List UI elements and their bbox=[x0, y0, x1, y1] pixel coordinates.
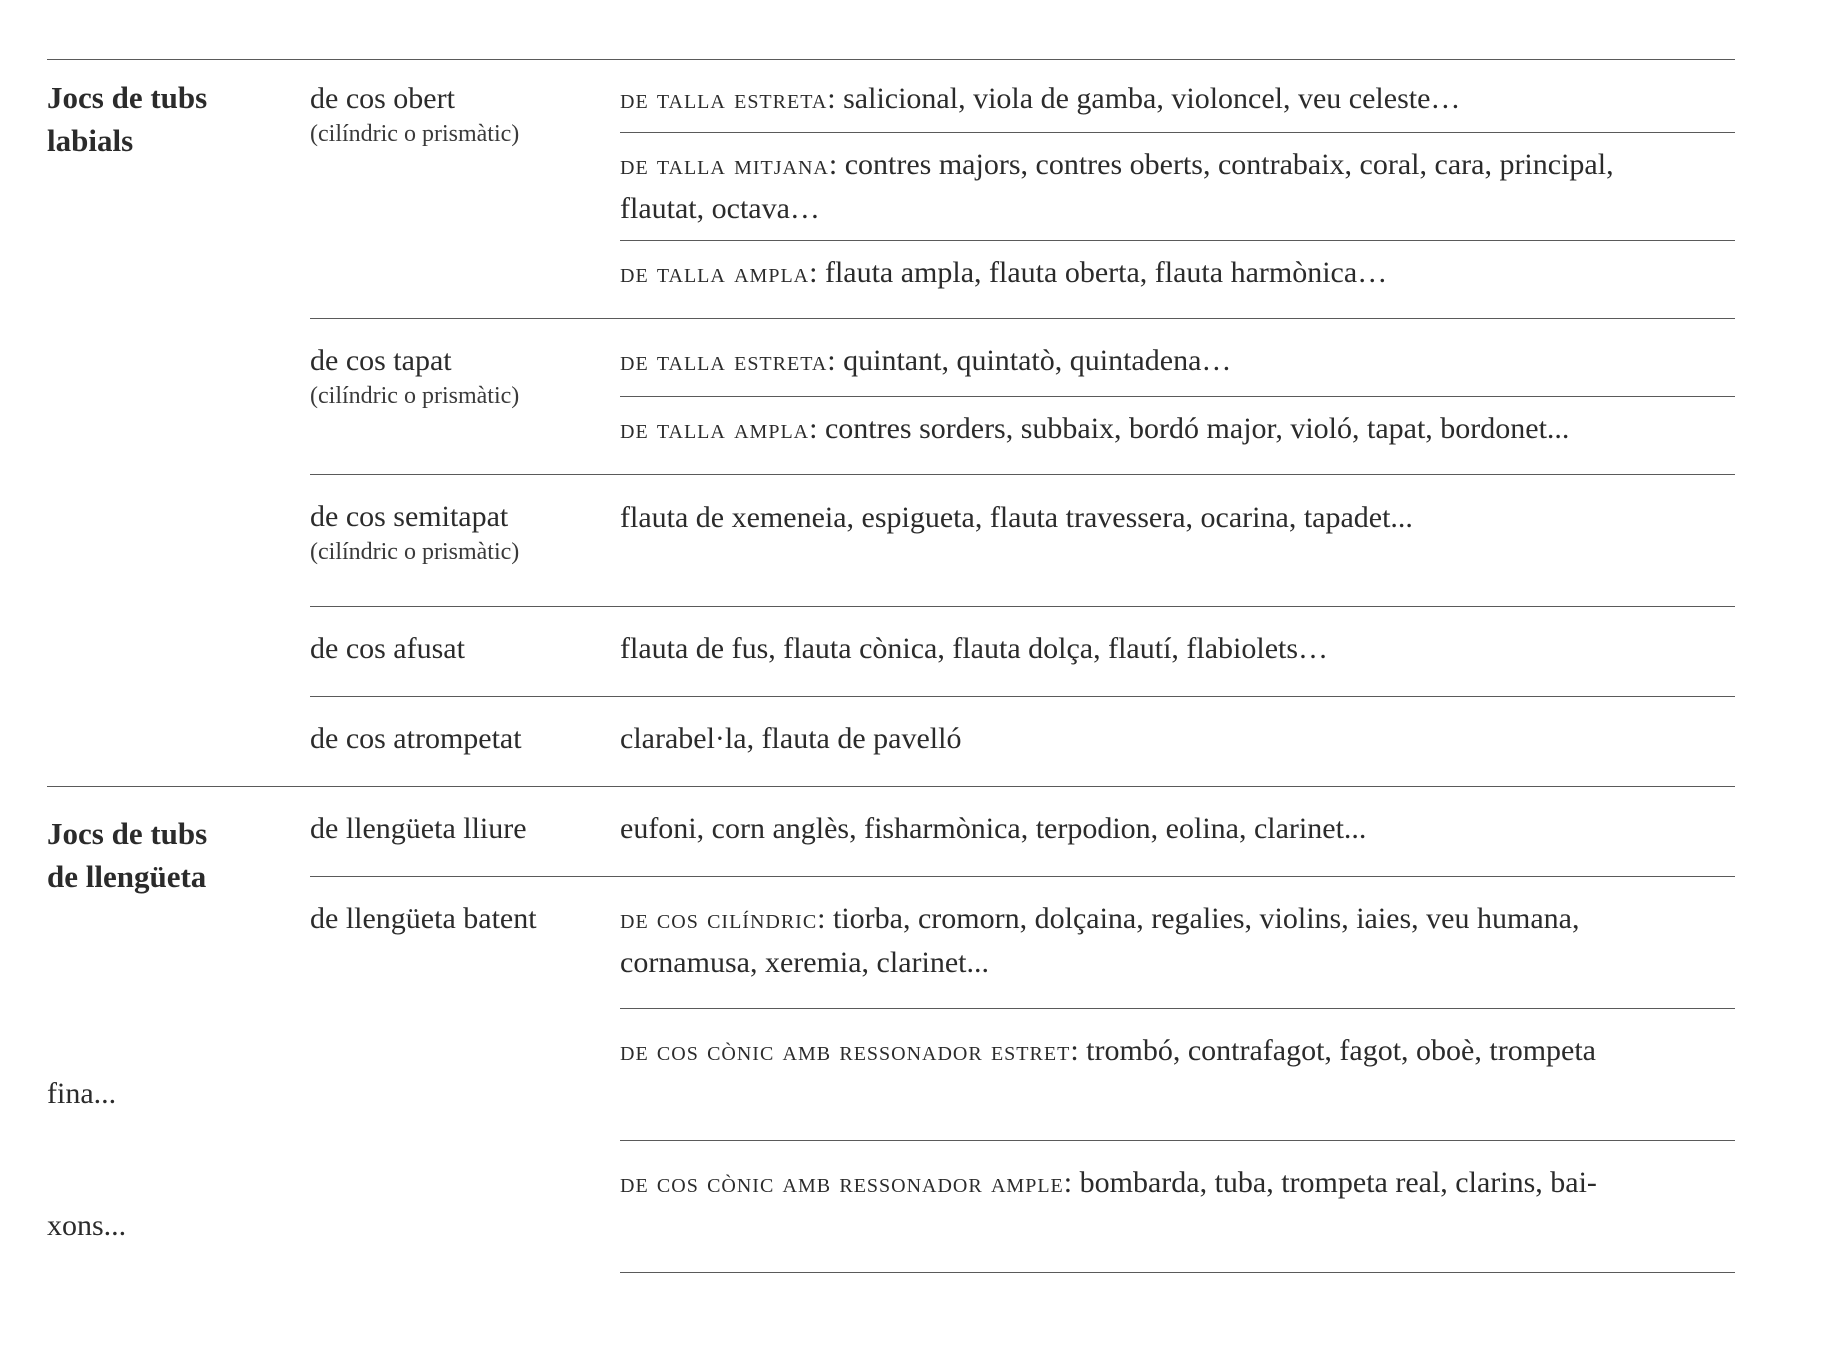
example-row bbox=[620, 897, 1730, 984]
separator: : bbox=[827, 82, 844, 115]
group-title-line: Jocs de tubs bbox=[47, 816, 208, 851]
example-text: flauta ampla, flauta oberta, flauta harmònica… bbox=[824, 256, 1388, 289]
category-label: de talla mitjana bbox=[620, 149, 829, 181]
kind-label: de cos afusat bbox=[310, 632, 465, 665]
kind-label: de cos atrompetat bbox=[310, 722, 522, 755]
row-divider bbox=[310, 318, 1735, 319]
example-row bbox=[620, 627, 1730, 670]
example-text: flauta de xemeneia, espigueta, flauta travessera, ocarina, tapadet... bbox=[620, 501, 1413, 534]
category-label: de talla ampla bbox=[620, 413, 810, 445]
separator: : bbox=[1063, 1166, 1080, 1199]
kind-note: (cilíndric o prismàtic) bbox=[310, 121, 520, 147]
example-text: quintant, quintatò, quintadena… bbox=[843, 344, 1232, 377]
separator: : bbox=[1070, 1034, 1087, 1067]
separator: : bbox=[827, 344, 844, 377]
kind-note: (cilíndric o prismàtic) bbox=[310, 383, 520, 409]
example-row bbox=[620, 1029, 1730, 1073]
example-row bbox=[620, 717, 1730, 760]
kind-label: de llengüeta lliure bbox=[310, 812, 527, 845]
example-text: flauta de fus, flauta cònica, flauta dolça, flautí, flabiolets… bbox=[620, 632, 1329, 665]
row-divider bbox=[310, 696, 1735, 697]
category-label: de cos cònic amb ressonador ample bbox=[620, 1167, 1064, 1199]
group-title-line: labials bbox=[47, 123, 134, 158]
category-label: de talla ampla bbox=[620, 257, 810, 289]
example-text: eufoni, corn anglès, fisharmònica, terpodion, eolina, clarinet... bbox=[620, 812, 1367, 845]
example-text-continued: cornamusa, xeremia, clarinet... bbox=[620, 946, 989, 979]
separator: : bbox=[809, 256, 825, 289]
kind-cos-afusat bbox=[310, 629, 465, 669]
example-row bbox=[620, 143, 1730, 230]
group-title-line: Jocs de tubs bbox=[47, 80, 208, 115]
kind-llengueta-lliure bbox=[310, 809, 527, 849]
kind-label: de cos tapat bbox=[310, 344, 452, 377]
example-row bbox=[620, 251, 1730, 295]
example-row bbox=[620, 1161, 1730, 1205]
example-text: bombarda, tuba, trompeta real, clarins, bai- bbox=[1079, 1166, 1597, 1199]
example-text: tiorba, cromorn, dolçaina, regalies, violins, iaies, veu humana, bbox=[833, 902, 1580, 935]
example-text: trombó, contrafagot, fagot, oboè, trompeta bbox=[1086, 1034, 1596, 1067]
kind-cos-semitapat bbox=[310, 497, 519, 567]
separator: : bbox=[809, 412, 825, 445]
example-text: contres majors, contres oberts, contrabaix, coral, cara, principal, bbox=[844, 148, 1614, 181]
kind-cos-obert bbox=[310, 79, 519, 149]
overflow-text: fina... bbox=[47, 1077, 117, 1110]
kind-label: de cos obert bbox=[310, 82, 455, 115]
row-divider bbox=[620, 132, 1735, 133]
table-bottom-rule bbox=[620, 1272, 1735, 1273]
row-divider bbox=[310, 474, 1735, 475]
row-divider bbox=[310, 606, 1735, 607]
row-divider bbox=[620, 1008, 1735, 1009]
example-row bbox=[620, 807, 1730, 850]
category-label: de cos cilíndric bbox=[620, 903, 818, 935]
example-row bbox=[620, 496, 1730, 539]
category-label: de talla estreta bbox=[620, 83, 828, 115]
kind-note: (cilíndric o prismàtic) bbox=[310, 539, 520, 565]
separator: : bbox=[828, 148, 845, 181]
kind-cos-tapat bbox=[310, 341, 519, 411]
row-divider bbox=[620, 396, 1735, 397]
kind-label: de llengüeta batent bbox=[310, 902, 537, 935]
row-divider bbox=[310, 876, 1735, 877]
example-row bbox=[620, 339, 1730, 383]
category-label: de cos cònic amb ressonador estret bbox=[620, 1035, 1071, 1067]
group-divider bbox=[47, 786, 1735, 787]
group-title-labials bbox=[47, 76, 207, 162]
group-title-line: de llengüeta bbox=[47, 859, 207, 894]
example-row bbox=[620, 77, 1730, 121]
row-divider bbox=[620, 240, 1735, 241]
group-title-llengueta bbox=[47, 812, 207, 898]
example-text: salicional, viola de gamba, violoncel, veu celeste… bbox=[843, 82, 1461, 115]
kind-label: de cos semitapat bbox=[310, 500, 509, 533]
separator: : bbox=[817, 902, 834, 935]
kind-llengueta-batent bbox=[310, 899, 537, 939]
example-text: clarabel·la, flauta de pavelló bbox=[620, 722, 962, 755]
example-row bbox=[620, 407, 1730, 451]
kind-cos-atrompetat bbox=[310, 719, 522, 759]
overflow-text: xons... bbox=[47, 1209, 127, 1242]
example-text: contres sorders, subbaix, bordó major, violó, tapat, bordonet... bbox=[824, 412, 1570, 445]
category-label: de talla estreta bbox=[620, 345, 828, 377]
example-text-continued: flautat, octava… bbox=[620, 192, 820, 225]
table-top-rule bbox=[47, 59, 1735, 60]
row-divider bbox=[620, 1140, 1735, 1141]
